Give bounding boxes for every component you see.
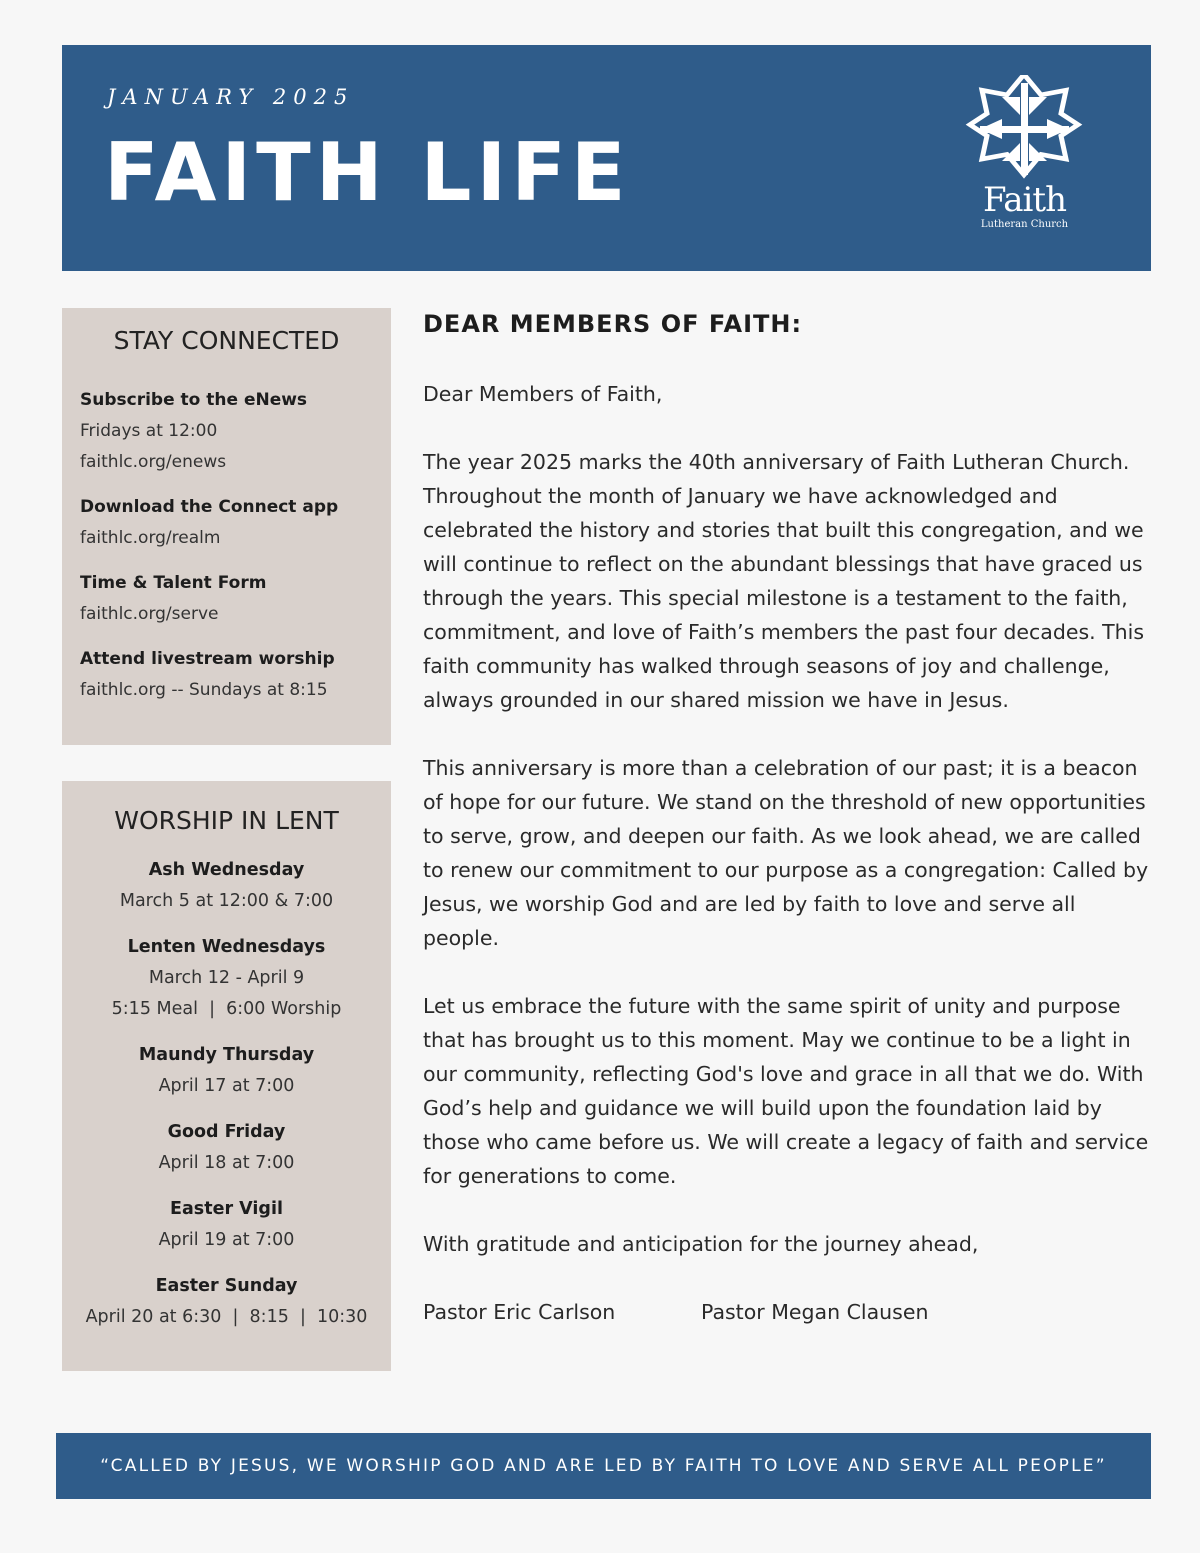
lent-item-ash-wednesday <box>62 855 391 917</box>
connect-item-title: Time & Talent Form <box>80 573 267 593</box>
connect-item-link[interactable]: faithlc.org -- Sundays at 8:15 <box>80 680 328 700</box>
letter-heading: DEAR MEMBERS OF FAITH: <box>423 310 803 338</box>
issue-month: JANUARY 2025 <box>107 85 355 109</box>
connect-item-link[interactable]: faithlc.org/enews <box>80 452 227 472</box>
signature-eric-carlson: Pastor Eric Carlson <box>423 1300 616 1324</box>
lent-item-title: Lenten Wednesdays <box>127 937 326 957</box>
letter-greeting: Dear Members of Faith, <box>423 382 663 406</box>
lent-item-title: Maundy Thursday <box>138 1045 315 1065</box>
lent-item-title: Easter Sunday <box>155 1276 298 1296</box>
connect-item-app <box>80 492 391 554</box>
lent-item-title: Good Friday <box>167 1122 286 1142</box>
stay-connected-list <box>62 355 391 706</box>
connect-item-link[interactable]: faithlc.org/serve <box>80 604 219 624</box>
lent-item-dates: March 12 - April 9 <box>148 968 305 988</box>
pastor-letter <box>423 310 1153 1329</box>
logo-subtitle: Lutheran Church <box>980 219 1069 230</box>
lent-item-time: April 19 at 7:00 <box>158 1230 295 1250</box>
lent-schedule-list <box>62 835 391 1333</box>
stay-connected-panel <box>62 308 391 745</box>
signature-megan-clausen: Pastor Megan Clausen <box>701 1300 929 1324</box>
lent-item-time: April 17 at 7:00 <box>158 1076 295 1096</box>
lent-item-time: April 20 at 6:30 | 8:15 | 10:30 <box>85 1307 368 1327</box>
connect-item-livestream <box>80 644 391 706</box>
mission-statement-footer <box>56 1433 1151 1499</box>
lent-item-maundy-thursday <box>62 1040 391 1102</box>
worship-in-lent-panel <box>62 781 391 1371</box>
connect-item-title: Attend livestream worship <box>80 649 335 669</box>
lent-item-lenten-wednesdays <box>62 932 391 1025</box>
lent-item-easter-vigil <box>62 1194 391 1256</box>
cross-star-icon <box>962 75 1087 185</box>
letter-signatures <box>423 1295 1153 1329</box>
connect-item-title: Download the Connect app <box>80 497 339 517</box>
connect-item-title: Subscribe to the eNews <box>80 390 308 410</box>
worship-in-lent-heading: WORSHIP IN LENT <box>114 806 339 835</box>
lent-item-time: April 18 at 7:00 <box>158 1153 295 1173</box>
letter-paragraph: This anniversary is more than a celebration of our past; it is a beacon of hope for our future. We stand on the threshold of new opportunities to serve, grow, and deepen our faith. As we look ahead, we are called to renew our commitment to our purpose as a congregation: Called by Jesus, we worship God and are led by faith to love and serve all people. <box>423 756 1149 950</box>
lent-item-time: March 5 at 12:00 & 7:00 <box>119 891 334 911</box>
lent-item-time: 5:15 Meal | 6:00 Worship <box>111 999 342 1019</box>
letter-closing: With gratitude and anticipation for the journey ahead, <box>423 1232 979 1256</box>
lent-item-title: Ash Wednesday <box>148 860 305 880</box>
logo-wordmark: Faith <box>983 180 1066 220</box>
connect-item-talent-form <box>80 568 391 630</box>
lent-item-title: Easter Vigil <box>170 1199 283 1219</box>
connect-item-enews <box>80 385 391 478</box>
letter-paragraph: The year 2025 marks the 40th anniversary of Faith Lutheran Church. Throughout the month of January we have acknowledged and celebrated the history and stories that built this congregation, and we will continue to reflect on the abundant blessings that have graced us through the years. This special milestone is a testament to the faith, commitment, and love of Faith’s members the past four decades. This faith community has walked through seasons of joy and challenge, always grounded in our shared mission we have in Jesus. <box>423 450 1145 712</box>
connect-item-link[interactable]: faithlc.org/realm <box>80 528 221 548</box>
lent-item-good-friday <box>62 1117 391 1179</box>
letter-paragraph: Let us embrace the future with the same spirit of unity and purpose that has brought us to this moment. May we continue to be a light in our community, reflecting God's love and grace in all that we do. With God’s help and guidance we will build upon the foundation laid by those who came before us. We will create a legacy of faith and service for generations to come. <box>423 994 1149 1188</box>
stay-connected-heading: STAY CONNECTED <box>113 326 340 355</box>
lent-item-easter-sunday <box>62 1271 391 1333</box>
mission-statement: “CALLED BY JESUS, WE WORSHIP GOD AND ARE LED BY FAITH TO LOVE AND SERVE ALL PEOPLE” <box>100 1456 1107 1476</box>
newsletter-header <box>62 45 1151 271</box>
newsletter-title: FAITH LIFE <box>104 126 631 219</box>
connect-item-detail: Fridays at 12:00 <box>80 421 218 441</box>
church-logo <box>962 75 1087 240</box>
